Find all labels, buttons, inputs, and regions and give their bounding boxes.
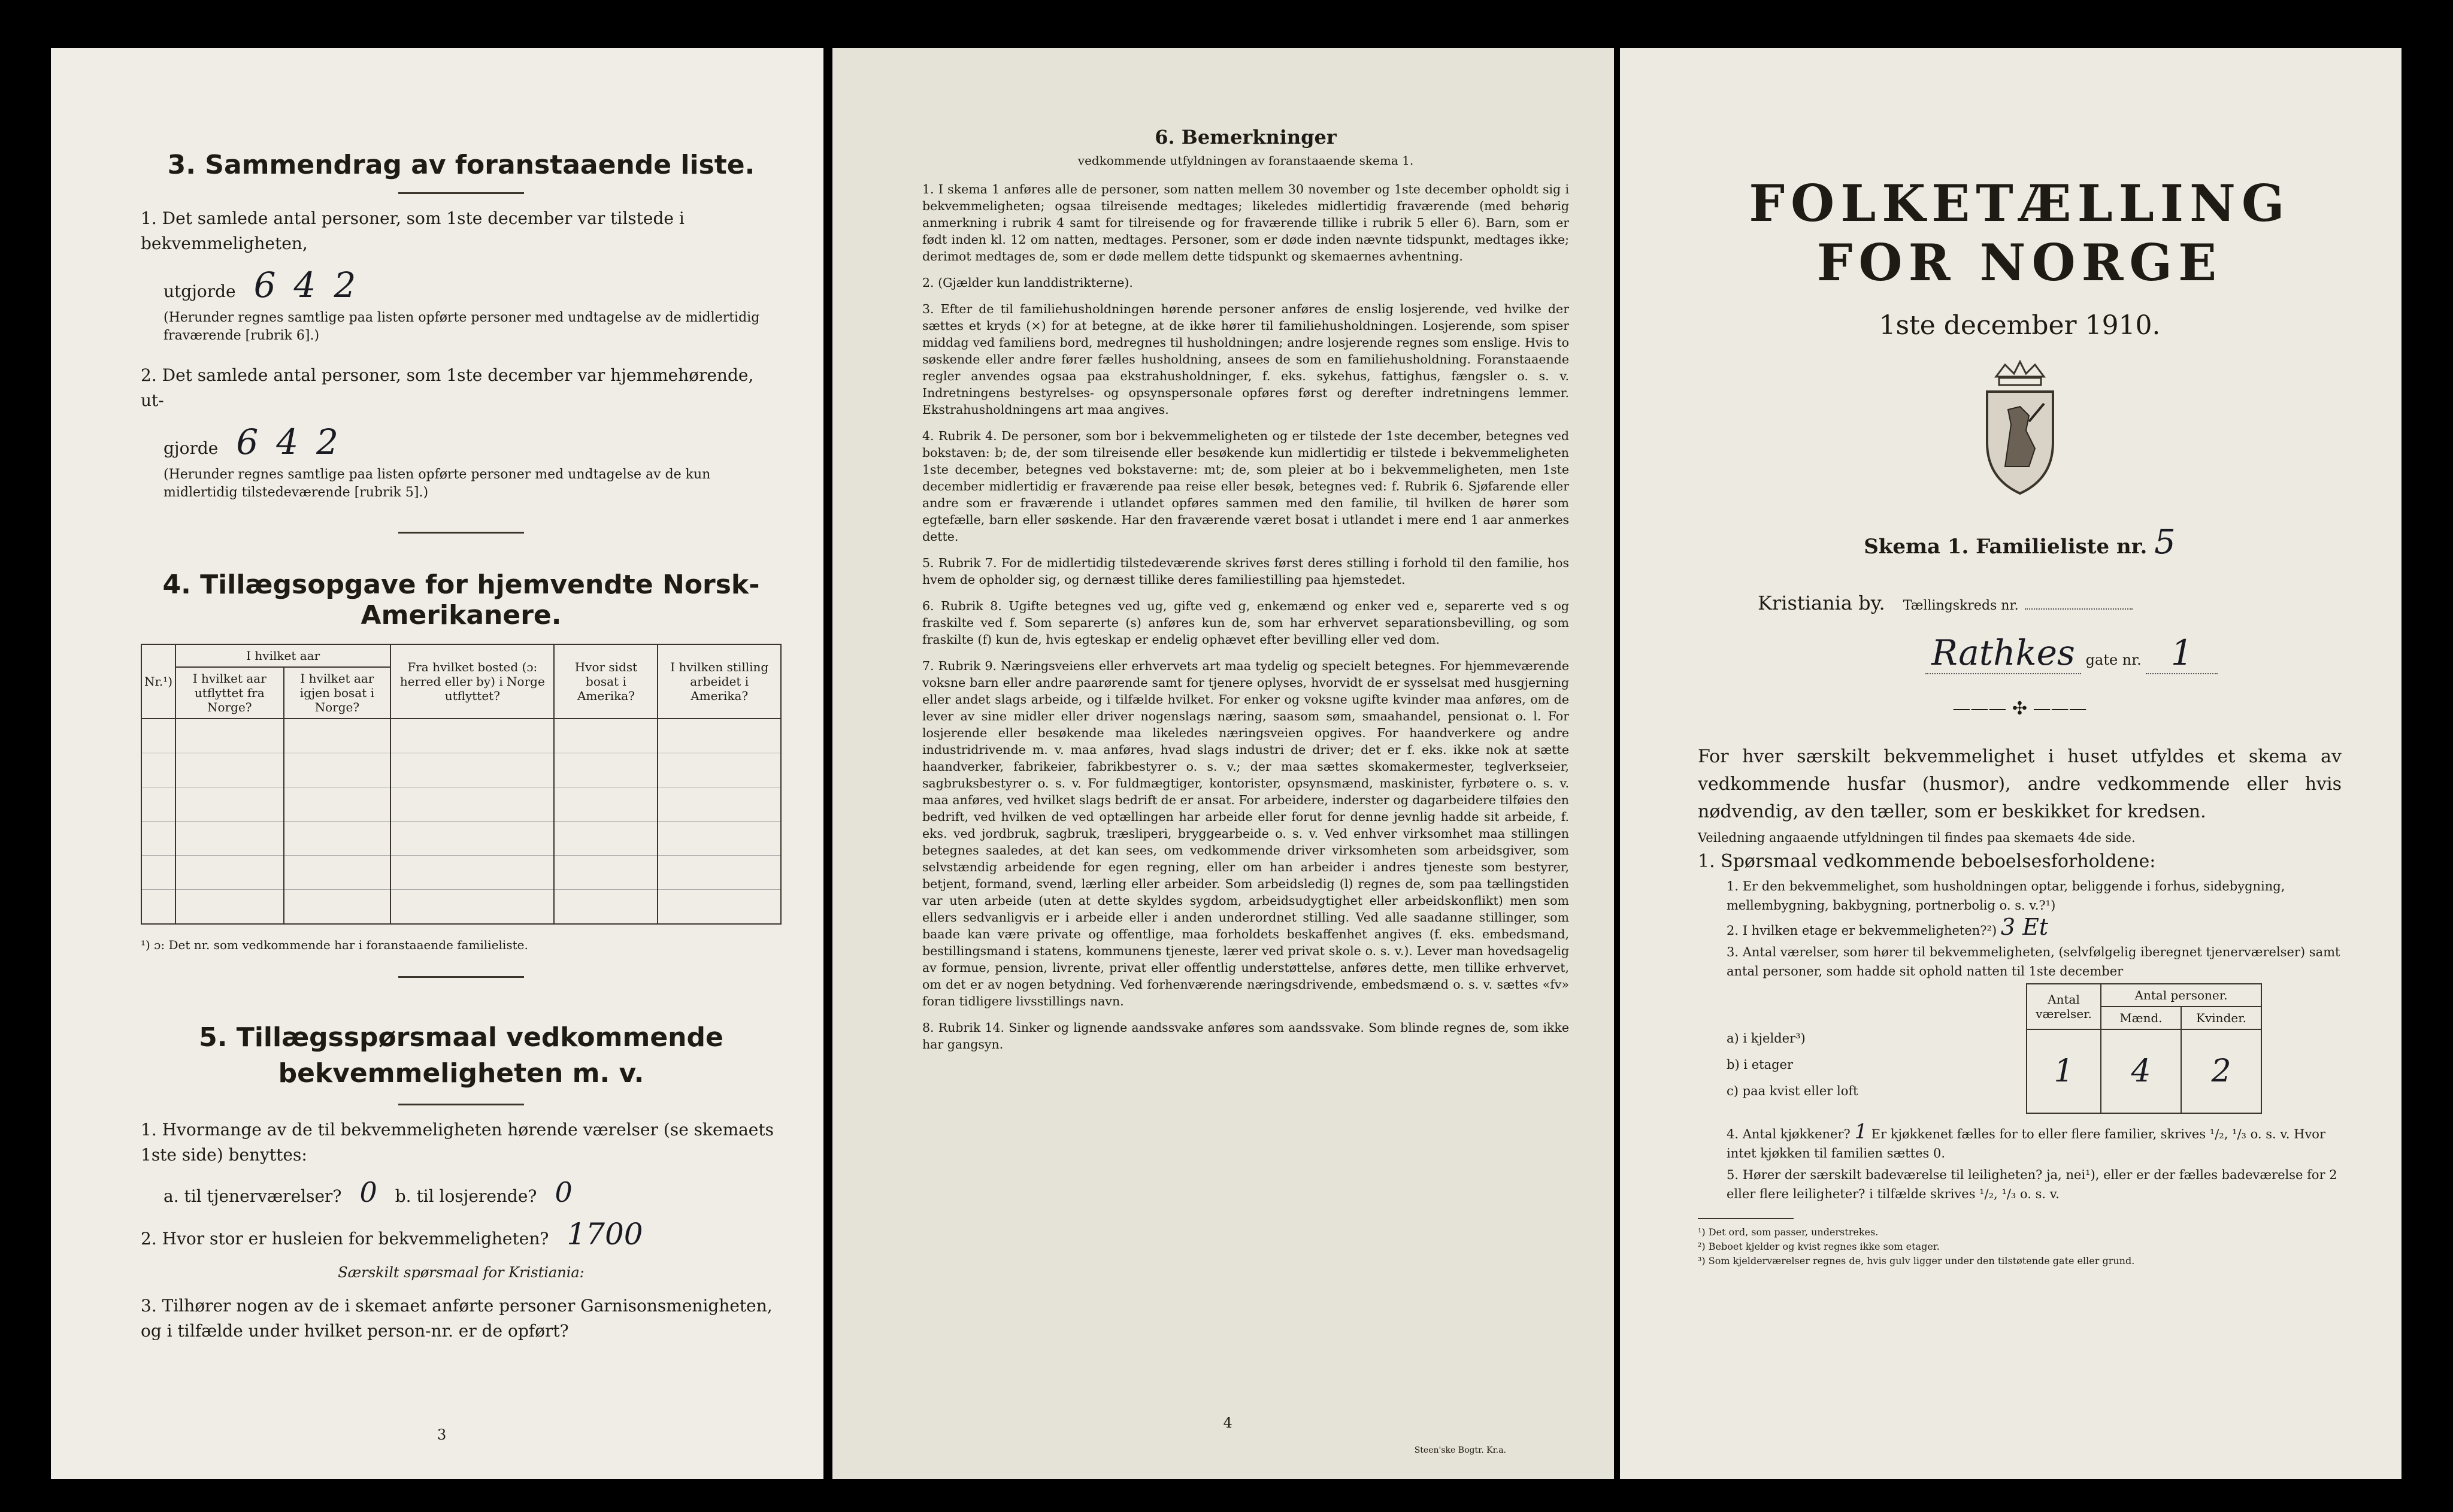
guidance-text: Veiledning angaaende utfyldningen til findes paa skemaets 4de side. (1698, 831, 2136, 845)
table-row (141, 787, 781, 822)
q2-label: gjorde (163, 438, 219, 458)
norsk-amerikanere-table (141, 644, 782, 925)
q5-1a-value: 0 (359, 1176, 377, 1208)
rooms-table (2026, 983, 2262, 1114)
rooms-rows-labels (1727, 983, 2026, 1114)
location-line (1758, 592, 2342, 614)
printer-mark: Steen'ske Bogtr. Kr.a. (1414, 1446, 1506, 1455)
street-label: gate nr. (2085, 652, 2142, 668)
col-header: Hvor sidst bosat i Amerika? (554, 644, 658, 719)
q1-note: (Herunder regnes samtlige paa listen opførte personer med undtagelse av de midlertidig fraværende [rubrik 6].) (163, 310, 760, 343)
remark-item: 3. Efter de til familiehusholdningen hørende personer anføres de enslig losjerende, ved hvilke der sættes et kryds (×) for at betegne, at de ikke hører til familiehusholdningen. Losjerende, som spiser middag ved familiens bord, medregnes til husholdningen; andre losjerende regnes som enslige. Hvis to søskende eller andre fører fælles husholdning, ansees de som en familiehusholdning. Foranstaaende regler anvendes ogsaa paa ekstrahusholdninger, f. eks. sykehus, fattighus, fængsler o. s. v. Indretningens bestyrelses- og opsynspersonale opføres først og derefter indretningens lemmer. Ekstrahusholdningens art maa angives. (922, 302, 1569, 417)
q1-men: 4 (293, 265, 316, 305)
q2-total: 6 (236, 422, 259, 462)
city-label: Kristiania by. (1758, 592, 1885, 614)
q1-women: 2 (334, 265, 356, 305)
divider (398, 1104, 524, 1105)
schema-line (1698, 523, 2342, 562)
rooms-value: 1 (2027, 1029, 2101, 1113)
page-number: 3 (437, 1426, 447, 1443)
divider (1698, 1218, 1794, 1219)
col-header: Fra hvilket bosted (ɔ: herred eller by) i Norge utflyttet? (390, 644, 554, 719)
row-b-label: b) i etager (1727, 1058, 1793, 1072)
col-group-header: I hvilket aar (175, 644, 390, 667)
question-4-row (1727, 1122, 2342, 1163)
divider (398, 532, 524, 534)
question-5: 5. Hører der særskilt badeværelse til leiligheten? ja, nei¹), eller er der fælles badeværelse for 2 eller flere leiligheter? i tilfælde skrives ¹/₂, ¹/₃ o. s. v. (1727, 1168, 2337, 1201)
question-2-value: 3 Et (2000, 914, 2049, 940)
schema-label: Skema 1. Familieliste nr. (1864, 535, 2148, 559)
table-row (141, 822, 781, 856)
page-number: 4 (1223, 1414, 1232, 1431)
footnote: ²) Beboet kjelder og kvist regnes ikke som etager. (1698, 1241, 1940, 1252)
coat-of-arms-icon (1698, 359, 2342, 499)
street-name: Rathkes (1925, 632, 2081, 674)
q1-answer (163, 265, 782, 305)
table-row (141, 890, 781, 925)
q1-text: 1. Det samlede antal personer, som 1ste december var tilstede i bekvemmeligheten, (141, 208, 685, 253)
col-header: I hvilket aar igjen bosat i Norge? (284, 667, 391, 719)
q5-1-text: 1. Hvormange av de til bekvemmeligheten hørende værelser (se skemaets 1ste side) benyttes: (141, 1120, 774, 1165)
census-title: FOLKETÆLLING FOR NORGE (1749, 174, 2291, 292)
kristiania-note: Særskilt spørsmaal for Kristiania: (338, 1264, 585, 1281)
page-3 (51, 48, 823, 1479)
remark-item: 1. I skema 1 anføres alle de personer, som natten mellem 30 november og 1ste december opholdt sig i bekvemmeligheten; ogsaa tilreisende medtages; likeledes midlertidig fraværende (med behørig anmerkning i rubrik 4 samt for tilreisende og for fraværende tillike i rubrik 5 eller 6). Barn, som er født inden kl. 12 om natten, medtages. Personer, som er døde inden nævnte tidspunkt, medtages ikke; derimot medtages de, som er døde mellem dette tidspunkt og skemaernes avhentning. (922, 182, 1569, 263)
women-value: 2 (2181, 1029, 2261, 1113)
page-4 (832, 48, 1614, 1479)
q2-men: 4 (276, 422, 299, 462)
intro-paragraph: For hver særskilt bekvemmelighet i huset utfyldes et skema av vedkommende husfar (husmor), andre vedkommende eller hvis nødvendig, av den tæller, som er beskikket for kredsen. (1698, 746, 2342, 822)
district-label: Tællingskreds nr. (1903, 598, 2019, 613)
ornament-divider: ——— ✣ ——— (1952, 698, 2087, 719)
rooms-block (1727, 983, 2342, 1114)
footnote: ³) Som kjelderværelser regnes de, hvis gulv ligger under den tilstøtende gate eller grund. (1698, 1255, 2135, 1266)
q2-text: 2. Det samlede antal personer, som 1ste december var hjemmehørende, ut- (141, 365, 754, 410)
q5-2-value: 1700 (567, 1217, 643, 1252)
row-c-label: c) paa kvist eller loft (1727, 1084, 1858, 1098)
table-footnote: ¹) ɔ: Det nr. som vedkommende har i foranstaaende familieliste. (141, 938, 528, 952)
men-value: 4 (2101, 1029, 2181, 1113)
district-field (2025, 608, 2133, 610)
section-3-title: 3. Sammendrag av foranstaaende liste. (167, 150, 755, 180)
q5-1-answers (163, 1176, 782, 1208)
section-1-title: 1. Spørsmaal vedkommende beboelsesforholdene: (1698, 851, 2156, 872)
question-4: 4. Antal kjøkkener? (1727, 1127, 1851, 1141)
question-4-value: 1 (1854, 1120, 1868, 1144)
remark-item: 7. Rubrik 9. Næringsveiens eller erhvervets art maa tydelig og specielt betegnes. For hjemmeværende voksne barn eller andre paarørende samt for tjenere oplyses, hvorvidt de er sysselsat med husgjerning eller andet slags arbeide, og i tilfælde hvilket. For enker og voksne ugifte kvinder maa anføres, om de lever av sine midler eller driver nogenslags næring, saasom søm, smaahandel, pensionat o. l. For losjerende eller besøkende maa likeledes næringsveien opgives. For haandverkere og andre industridrivende m. v. maa anføres, hvad slags industri de driver; det er f. eks. ikke nok at sætte haandverker, fabrikeier, fabrikbestyrer o. s. v.; der maa sættes skomakermester, teglverkseier, sagbruksbestyrer o. s. v. For fuldmægtiger, kontorister, opsynsmænd, maskinister, fyrbøtere o. s. v. maa anføres, ved hvilket slags bedrift de er ansat. For arbeidere, inderster og dagarbeidere tilføies den bedrift, ved hvilken de ved optællingen har arbeide eller forut for denne jevnlig hadde sit arbeide, f. eks. ved jordbruk, sagbruk, træsliperi, bryggearbeide o. s. v. Ved enhver virksomhet maa stillingen betegnes saaledes, at det kan sees, om vedkommende driver virksomheten som arbeidsgiver, som selvstændig arbeidende for egen regning, eller om han arbeider i andres tjeneste som bestyrer, betjent, formand, svend, lærling eller arbeider. Som arbeidsledig (l) regnes de, som paa tællingstiden var uten arbeide (uten at dette skyldes sygdom, arbeidsudygtighet eller arbeidskonflikt) men som ellers sedvanligvis er i arbeide eller i anden underordnet stilling. Ved alle saadanne stillinger, som baade kan være private og offentlige, maa forholdets beskaffenhet angives (f. eks. embedsmand, bestillingsmand i statens, kommunens tjeneste, lærer ved privat skole o. s. v.). Lever man hovedsagelig av formue, pension, livrente, privat eller offentlig understøttelse, anføres dette, men tillike erhvervet, om det er av nogen betydning. Ved forhenværende næringsdrivende, embedsmænd o. s. v. sættes «fv» foran tidligere livsstillings navn. (922, 659, 1569, 1008)
q5-1b-value: 0 (555, 1176, 573, 1208)
divider (398, 976, 524, 978)
q5-1a-label: a. til tjenerværelser? (163, 1186, 342, 1206)
footnote: ¹) Det ord, som passer, understrekes. (1698, 1226, 1879, 1238)
col-header: I hvilket aar utflyttet fra Norge? (175, 667, 283, 719)
q5-3-text: 3. Tilhører nogen av de i skemaet anførte personer Garnisonsmenigheten, og i tilfælde under hvilket person-nr. er de opført? (141, 1296, 773, 1341)
section-5-title: 5. Tillægsspørsmaal vedkommende bekvemmeligheten m. v. (199, 1022, 723, 1089)
col-header: I hvilken stilling arbeidet i Amerika? (658, 644, 781, 719)
q2-women: 2 (316, 422, 339, 462)
remarks-title: 6. Bemerkninger (1155, 126, 1337, 149)
table-row (141, 719, 781, 753)
q5-2-text: 2. Hvor stor er husleien for bekvemmeligheten? (141, 1229, 549, 1249)
remarks-list (922, 181, 1569, 1053)
street-line (1925, 632, 2342, 674)
question-2-row (1727, 914, 2342, 940)
col-group-header: Antal personer. (2101, 984, 2261, 1007)
question-4-rest: Er kjøkkenet fælles for to eller flere familier, skrives ¹/₂, ¹/₃ o. s. v. Hvor intet kjøkken til familien sættes 0. (1727, 1127, 2325, 1160)
street-number: 1 (2146, 632, 2218, 674)
q1-total: 6 (253, 265, 276, 305)
section-4-title: 4. Tillægsopgave for hjemvendte Norsk-Amerikanere. (162, 569, 760, 631)
footnotes (1698, 1225, 2342, 1268)
divider (398, 192, 524, 194)
family-number: 5 (2154, 523, 2176, 562)
remark-item: 5. Rubrik 7. For de midlertidig tilstedeværende skrives først deres stilling i forhold til den familie, hos hvem de opholder sig, og dernæst tillike deres familiestilling paa hjemstedet. (922, 556, 1569, 587)
col-header: Antal værelser. (2027, 984, 2101, 1029)
remark-item: 8. Rubrik 14. Sinker og lignende aandssvake anføres som aandssvake. Som blinde regnes de, som ikke har gangsyn. (922, 1020, 1569, 1052)
q1-label: utgjorde (163, 281, 236, 301)
remark-item: 2. (Gjælder kun landdistrikterne). (922, 275, 1133, 290)
remarks-subtitle: vedkommende utfyldningen av foranstaaende skema 1. (1077, 153, 1414, 168)
table-row (141, 856, 781, 890)
table-row (141, 753, 781, 787)
q5-1b-label: b. til losjerende? (395, 1186, 537, 1206)
question-2: 2. I hvilken etage er bekvemmeligheten?²) (1727, 923, 1997, 938)
census-date: 1ste december 1910. (1879, 310, 2161, 341)
row-a-label: a) i kjelder³) (1727, 1031, 1806, 1046)
remark-item: 6. Rubrik 8. Ugifte betegnes ved ug, gifte ved g, enkemænd og enker ved e, separerte ved s og fraskilte ved f. Som separerte (s) anføres kun de, som har erhvervet separationsbevilling, og som fraskilte (f) kun de, hvis egteskap er endelig ophævet efter bevilling eller ved dom. (922, 599, 1569, 647)
q2-answer (163, 422, 782, 462)
remark-item: 4. Rubrik 4. De personer, som bor i bekvemmeligheten og er tilstede der 1ste december, betegnes ved bokstaven: b; de, der som tilreisende eller besøkende kun midlertidig er tilstede i bekvemmeligheten 1ste december, betegnes ved bokstaverne: mt; de, som pleier at bo i bekvemmeligheten, men 1ste december midlertidig er fraværende paa reise eller besøk, betegnes ved: f. Rubrik 6. Sjøfarende eller andre som er fraværende i utlandet opføres sammen med den familie, til hvilken de hører som egtefælle, barn eller søskende. Har den fraværende været bosat i utlandet i mere end 1 aar anmerkes dette. (922, 429, 1569, 544)
page-1-cover (1620, 48, 2401, 1479)
col-header: Mænd. (2101, 1007, 2181, 1029)
question-3: 3. Antal værelser, som hører til bekvemmeligheten, (selvfølgelig iberegnet tjenerværelser) samt antal personer, som hadde sit ophold natten til 1ste december (1727, 945, 2340, 978)
question-1: 1. Er den bekvemmelighet, som husholdningen optar, beliggende i forhus, sidebygning, mellembygning, bakbygning, portnerbolig o. s. v.?¹) (1727, 879, 2285, 913)
q5-2-row (141, 1217, 782, 1252)
col-header: Kvinder. (2181, 1007, 2261, 1029)
col-header: Nr.¹) (141, 644, 175, 719)
q2-note: (Herunder regnes samtlige paa listen opførte personer med undtagelse av de kun midlertidig tilstedeværende [rubrik 5].) (163, 467, 711, 500)
